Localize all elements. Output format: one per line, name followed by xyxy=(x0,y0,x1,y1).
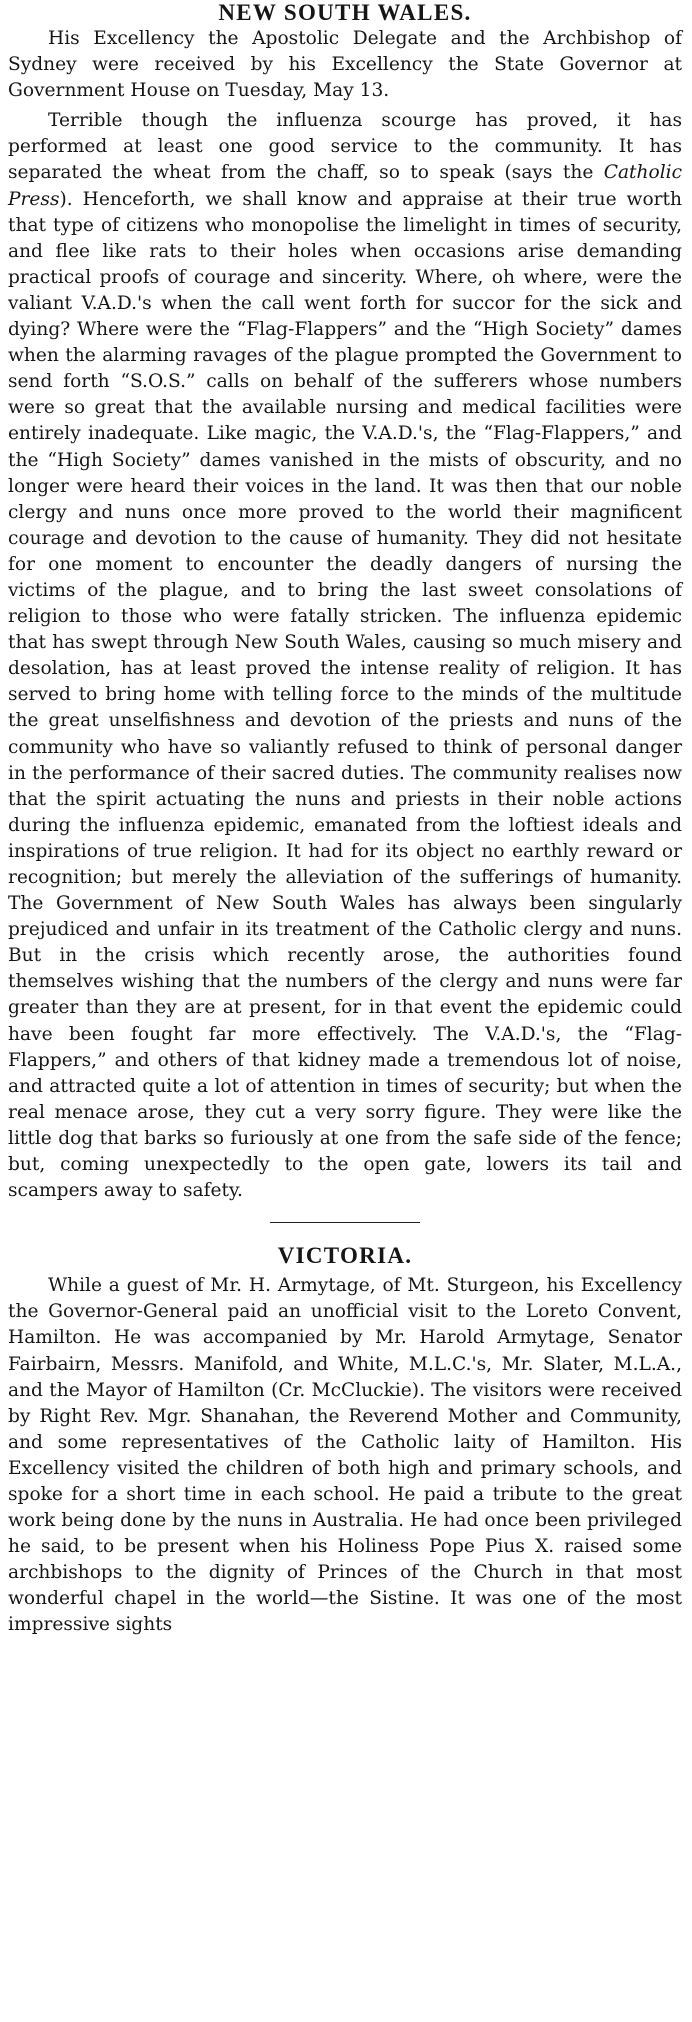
nsw-paragraph-2-text-a: Terrible though the influenza scourge has proved, it has performed at least one good service to the community. It has separated the wheat from the chaff, so to speak (says the xyxy=(8,110,682,184)
nsw-paragraph-2-text-b: ). Henceforth, we shall know and appraise at their true worth that type of citizens who monopolise the limelight in times of security, and flee like rats to their holes when occasions arise demanding practical proofs of courage and sincerity. Where, oh where, were the valiant V.A.D.'s when the call went forth for succor for the sick and dying? Where were the “Flag-Flappers” and the “High Society” dames when the alarming ravages of the plague prompted the Government to send forth “S.O.S.” calls on behalf of the sufferers whose numbers were so great that the available nursing and medical facilities were entirely inadequate. Like magic, the V.A.D.'s, the “Flag-Flappers,” and the “High Society” dames vanished in the mists of obscurity, and no longer were heard their voices in the land. It was then that our noble clergy and nuns once more proved to the world their magnificent courage and devotion to the cause of humanity. They did not hesitate for one moment to encounter the deadly dangers of nursing the victims of the plague, and to bring the last sweet consolations of religion to those who were fatally stricken. The influenza epidemic that has swept through New South Wales, causing so much misery and desolation, has at least proved the intense reality of religion. It has served to bring home with telling force to the minds of the multitude the great unselfishness and devotion of the priests and nuns of the community who have so valiantly refused to think of personal danger in the performance of their sacred duties. The community realises now that the spirit actuating the nuns and priests in their noble actions during the influenza epidemic, emanated from the loftiest ideals and inspirations of true religion. It had for its object no earthly reward or recognition; but merely the alleviation of the sufferings of humanity. The Government of New South Wales has always been singularly prejudiced and unfair in its treatment of the Catholic clergy and nuns. But in the crisis which recently arose, the authorities found themselves wishing that the numbers of the clergy and nuns were far greater than they are at present, for in that event the epidemic could have been fought far more effectively. The V.A.D.'s, the “Flag-Flappers,” and others of that kidney made a tremendous lot of noise, and attracted quite a lot of attention in times of security; but when the real menace arose, they cut a very sorry figure. They were like the little dog that barks so furiously at one from the safe side of the fence; but, coming unexpectedly to the open gate, lowers its tail and scampers away to safety. xyxy=(8,188,682,1202)
nsw-paragraph-1: His Excellency the Apostolic Delegate and the Archbishop of Sydney were received by his Excellency the State Governor at Government House on Tuesday, May 13. xyxy=(8,28,682,102)
section-divider xyxy=(270,1222,420,1223)
nsw-section xyxy=(8,0,682,1204)
nsw-paragraph-2 xyxy=(8,108,682,1204)
source-publication: Catholic Press xyxy=(8,162,682,210)
victoria-paragraph-1: While a guest of Mr. H. Armytage, of Mt. Sturgeon, his Excellency the Governor-General paid an unofficial visit to the Loreto Convent, Hamilton. He was accompanied by Mr. Harold Armytage, Senator Fairbairn, Messrs. Manifold, and White, M.L.C.'s, Mr. Slater, M.L.A., and the Mayor of Hamilton (Cr. McCluckie). The visitors were received by Right Rev. Mgr. Shanahan, the Reverend Mother and Community, and some representatives of the Catholic laity of Hamilton. His Excellency visited the children of both high and primary schools, and spoke for a short time in each school. He paid a tribute to the great work being done by the nuns in Australia. He had once been privileged he said, to be present when his Holiness Pope Pius X. raised some archbishops to the dignity of Princes of the Church in that most wonderful chapel in the world—the Sistine. It was one of the most impressive sights xyxy=(8,1275,682,1636)
nsw-heading: NEW SOUTH WALES. xyxy=(218,0,472,25)
victoria-section xyxy=(8,1243,682,1638)
victoria-heading: VICTORIA. xyxy=(277,1243,413,1269)
